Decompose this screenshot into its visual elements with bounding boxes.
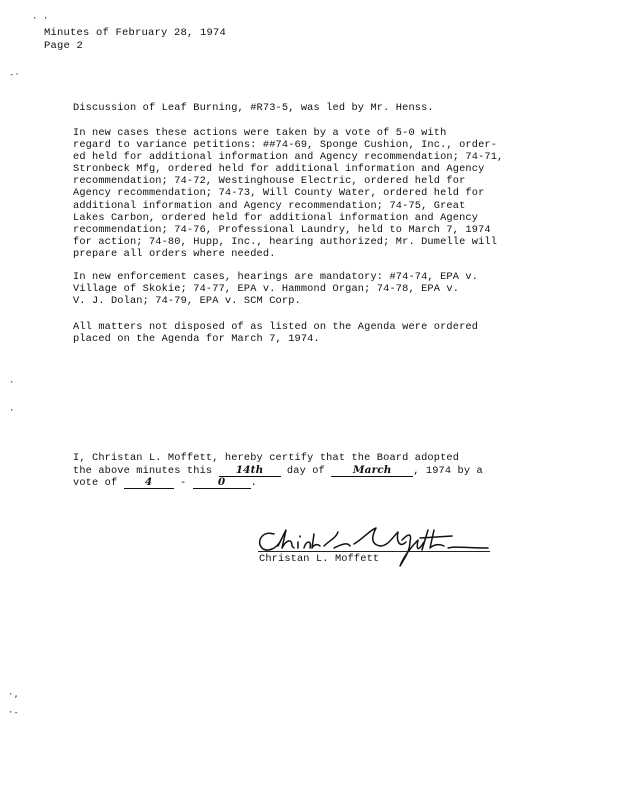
certification-text: .: [250, 477, 257, 489]
certification-line-1: I, Christan L. Moffett, hereby certify that the Board adopted: [73, 452, 460, 464]
scan-speck: ·-: [8, 708, 19, 718]
certification-line-3: [73, 477, 483, 490]
certification-text: day of: [280, 464, 332, 477]
certification-text: vote of: [73, 477, 124, 489]
signatory-typed-name: Christan L. Moffett: [259, 553, 380, 565]
scan-speck: ·: [9, 378, 15, 388]
certification-line-2: [73, 465, 483, 478]
header-title: Minutes of February 28, 1974: [44, 27, 227, 39]
header-page-number: Page 2: [44, 40, 84, 52]
scan-speck: · ·: [32, 14, 49, 24]
paragraph-leaf-burning: Discussion of Leaf Burning, #R73-5, was led by Mr. Henss.: [73, 102, 434, 114]
handwritten-day-field: 14th: [219, 465, 281, 477]
handwritten-vote-for-field: 4: [124, 477, 174, 489]
scan-speck: ·: [9, 406, 15, 416]
paragraph-variance-petitions: In new cases these actions were taken by a vote of 5-0 with regard to variance petitions: ##74-69, Sponge Cushion, Inc., order- ed held for additional information and Agency recommendation; 74-71, Stronbeck Mfg, ordered held for additional information and Agency recommendation; 74-72, Westinghouse Electric, ordered held for Agency recommendation; 74-73, Will County Water, ordered held for additional information and Agency recommendation; 74-75, Great Lakes Carbon, ordered held for additional information and Agency recommendation; 74-76, Professional Laundry, held to March 7, 1974 for action; 74-80, Hupp, Inc., hearing authorized; Mr. Dumelle will prepare all orders where needed.: [73, 127, 504, 260]
page-header: [44, 27, 226, 53]
certification-text: the above minutes this: [73, 464, 219, 477]
paragraph-agenda-matters: All matters not disposed of as listed on the Agenda were ordered placed on the Agenda for March 7, 1974.: [73, 321, 479, 346]
signature-block: [252, 524, 492, 584]
certification-text: -: [173, 477, 193, 489]
signature-line: [258, 551, 490, 552]
certification-text: , 1974 by a: [413, 464, 483, 477]
certification-block: [73, 452, 483, 490]
scan-speck: ·,: [8, 690, 19, 700]
paragraph-enforcement-cases: In new enforcement cases, hearings are mandatory: #74-74, EPA v. Village of Skokie; 74-77, EPA v. Hammond Organ; 74-78, EPA v. V. J. Dolan; 74-79, EPA v. SCM Corp.: [73, 271, 479, 308]
handwritten-vote-against-field: 0: [193, 477, 251, 489]
handwritten-month-field: March: [331, 465, 413, 477]
scan-speck: -·: [9, 70, 20, 80]
